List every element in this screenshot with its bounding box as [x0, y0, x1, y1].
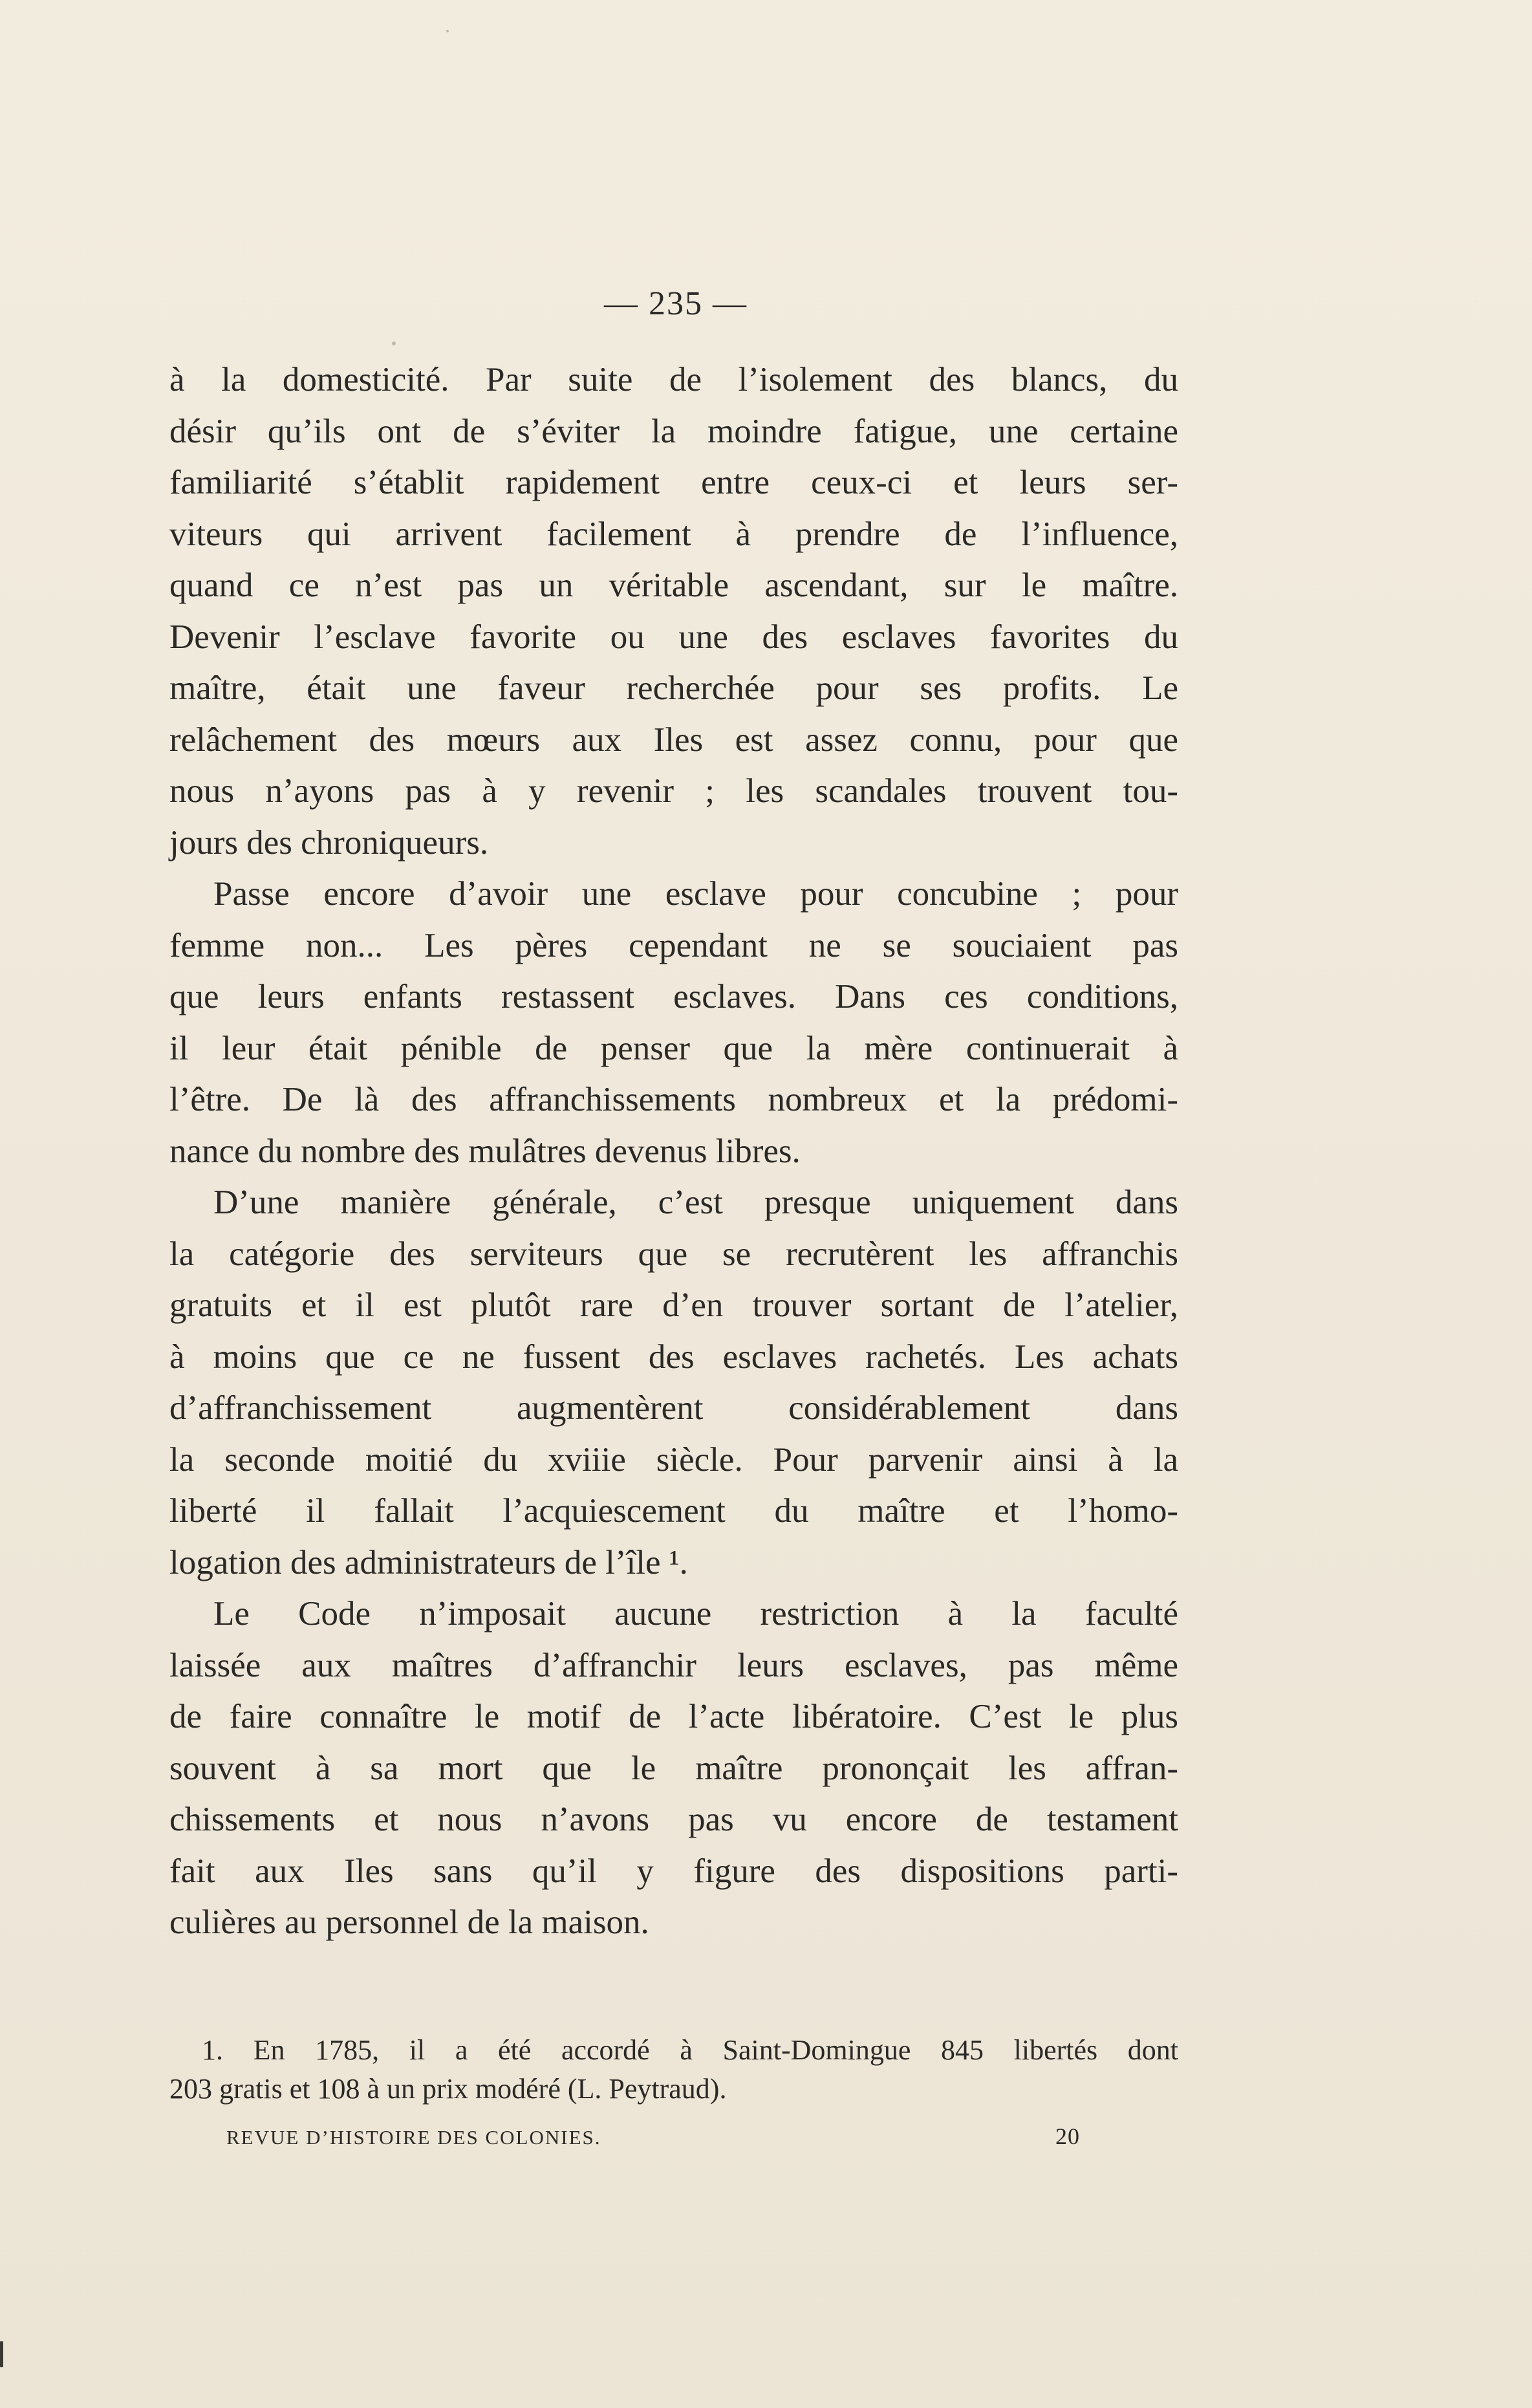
footnote — [169, 2031, 1178, 2109]
text-line: Devenir l’esclave favorite ou une des esclaves favorites du — [169, 618, 1178, 656]
journal-title: REVUE D’HISTOIRE DES COLONIES. — [226, 2126, 601, 2149]
text-line: quand ce n’est pas un véritable ascendant, sur le maître. — [169, 567, 1178, 604]
signature-row — [226, 2123, 1080, 2150]
text-line: viteurs qui arrivent facilement à prendre de l’influence, — [169, 515, 1178, 553]
text-line: de faire connaître le motif de l’acte libératoire. C’est le plus — [169, 1698, 1178, 1735]
paper-speck — [392, 342, 396, 345]
text-line: la catégorie des serviteurs que se recrutèrent les affranchis — [169, 1235, 1178, 1273]
paragraph-4 — [169, 1589, 1178, 1949]
text-line: laissée aux maîtres d’affranchir leurs esclaves, pas même — [169, 1646, 1178, 1684]
paragraph-1 — [169, 354, 1178, 869]
text-line: que leurs enfants restassent esclaves. Dans ces conditions, — [169, 978, 1178, 1015]
text-line: Passe encore d’avoir une esclave pour concubine ; pour — [213, 875, 1178, 913]
page-number: — 235 — — [604, 285, 748, 322]
text-line: liberté il fallait l’acquiescement du maître et l’homo- — [169, 1492, 1178, 1530]
text-line: à la domesticité. Par suite de l’isolement des blancs, du — [169, 361, 1178, 398]
text-line: nance du nombre des mulâtres devenus libres. — [169, 1132, 801, 1170]
body-text — [169, 354, 1178, 1949]
text-line: maître, était une faveur recherchée pour ses profits. Le — [169, 669, 1178, 707]
text-line: souvent à sa mort que le maître prononçait les affran- — [169, 1749, 1178, 1787]
text-line: Le Code n’imposait aucune restriction à la faculté — [213, 1595, 1178, 1632]
text-line: nous n’ayons pas à y revenir ; les scandales trouvent tou- — [169, 772, 1178, 810]
text-line: culières au personnel de la maison. — [169, 1904, 649, 1941]
text-line: gratuits et il est plutôt rare d’en trouver sortant de l’atelier, — [169, 1286, 1178, 1324]
text-line: familiarité s’établit rapidement entre ceux-ci et leurs ser- — [169, 464, 1178, 501]
text-line: fait aux Iles sans qu’il y figure des dispositions parti- — [169, 1852, 1178, 1890]
text-line: d’affranchissement augmentèrent considérablement dans — [169, 1389, 1178, 1427]
signature-number: 20 — [1055, 2123, 1080, 2149]
footnote-line: 1. En 1785, il a été accordé à Saint-Domingue 845 libertés dont — [202, 2034, 1178, 2066]
text-line: il leur était pénible de penser que la mère continuerait à — [169, 1029, 1178, 1067]
text-line: jours des chroniqueurs. — [169, 823, 489, 862]
text-line: l’être. De là des affranchissements nombreux et la prédomi- — [169, 1081, 1178, 1118]
footnote-line: 203 gratis et 108 à un prix modéré (L. Peytraud). — [169, 2073, 727, 2105]
paragraph-3 — [169, 1177, 1178, 1589]
text-line: relâchement des mœurs aux Iles est assez connu, pour que — [169, 721, 1178, 759]
text-line: à moins que ce ne fussent des esclaves rachetés. Les achats — [169, 1338, 1178, 1376]
paper-speck — [446, 30, 449, 32]
text-line: logation des administrateurs de l’île ¹. — [169, 1543, 688, 1581]
text-line: chissements et nous n’avons pas vu encore de testament — [169, 1801, 1178, 1838]
text-line: D’une manière générale, c’est presque uniquement dans — [213, 1184, 1178, 1221]
paragraph-2 — [169, 869, 1178, 1177]
text-line: femme non... Les pères cependant ne se souciaient pas — [169, 926, 1178, 964]
text-line: la seconde moitié du xviiie siècle. Pour parvenir ainsi à la — [169, 1440, 1178, 1479]
text-line: désir qu’ils ont de s’éviter la moindre fatigue, une certaine — [169, 412, 1178, 450]
page-edge-mark — [0, 2341, 3, 2367]
